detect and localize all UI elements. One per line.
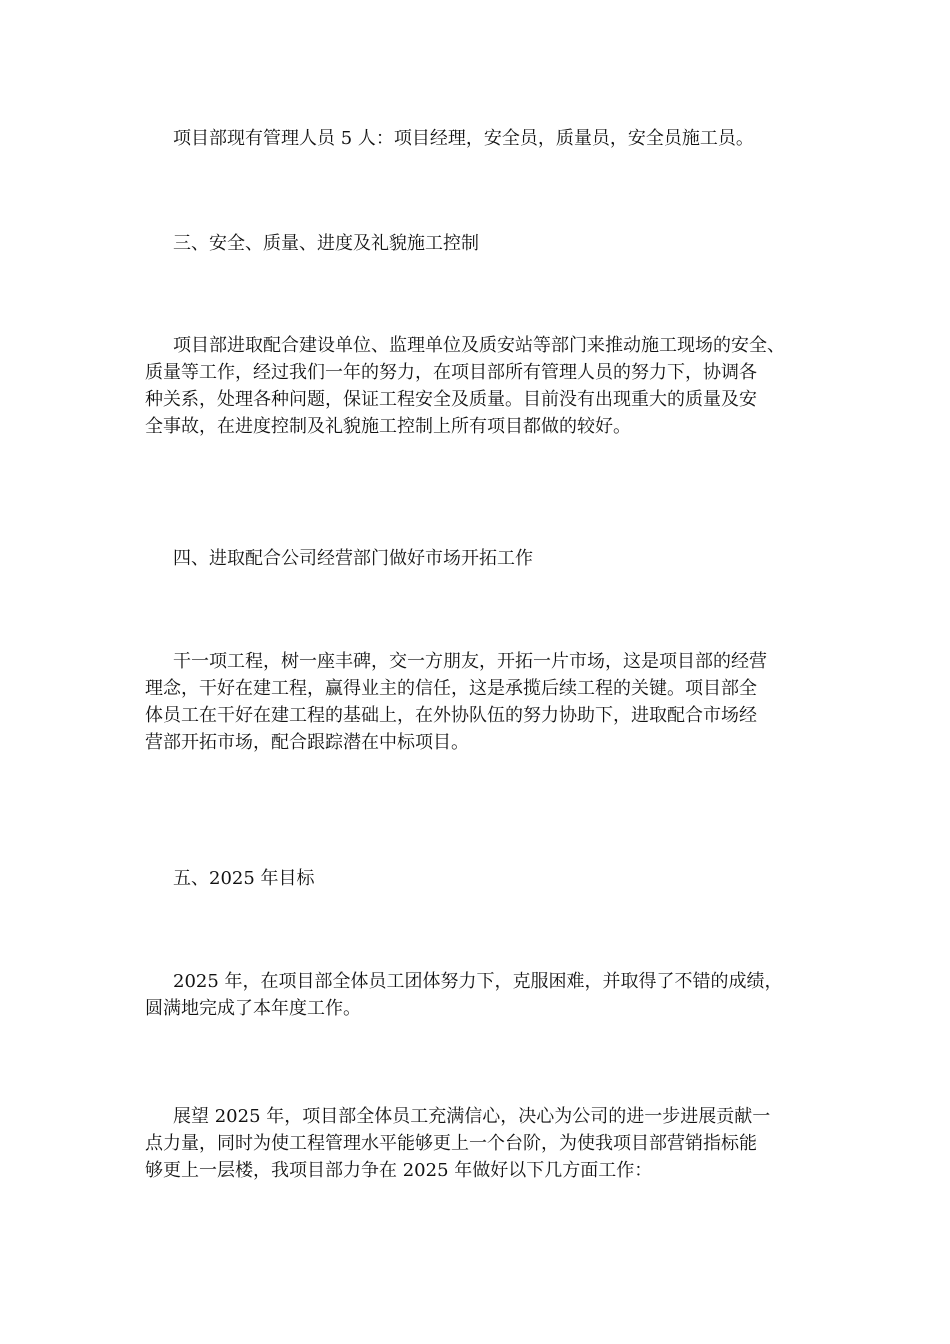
text-line: 圆满地完成了本年度工作。 [145,998,361,1019]
text-line: 项目部进取配合建设单位、监理单位及质安站等部门来推动施工现场的安全、 [173,335,785,356]
heading-section-3 [173,230,813,257]
text-line: 营部开拓市场，配合跟踪潜在中标项目。 [145,732,469,753]
paragraph-staff [173,125,813,152]
text-line: 五、2025 年目标 [173,868,315,889]
text-line: 四、进取配合公司经营部门做好市场开拓工作 [173,548,533,569]
text-line: 体员工在干好在建工程的基础上，在外协队伍的努力协助下，进取配合市场经 [145,705,757,726]
text-line: 展望 2025 年，项目部全体员工充满信心，决心为公司的进一步进展贡献一 [173,1106,771,1127]
text-line: 理念，干好在建工程，赢得业主的信任，这是承揽后续工程的关键。项目部全 [145,678,757,699]
text-line: 种关系，处理各种问题，保证工程安全及质量。目前没有出现重大的质量及安 [145,389,757,410]
text-line: 够更上一层楼，我项目部力争在 2025 年做好以下几方面工作： [145,1160,653,1181]
paragraph-2025-outlook [145,1103,813,1184]
heading-section-4 [173,545,813,572]
text-line: 项目部现有管理人员 5 人：项目经理，安全员，质量员，安全员施工员。 [173,128,754,149]
text-line: 点力量，同时为使工程管理水平能够更上一个台阶，为使我项目部营销指标能 [145,1133,757,1154]
text-line: 全事故，在进度控制及礼貌施工控制上所有项目都做的较好。 [145,416,631,437]
text-line: 三、安全、质量、进度及礼貌施工控制 [173,233,479,254]
paragraph-market [145,648,813,756]
paragraph-safety-quality [145,332,813,440]
paragraph-2025-review [145,968,813,1022]
text-line: 质量等工作，经过我们一年的努力，在项目部所有管理人员的努力下，协调各 [145,362,757,383]
text-line: 2025 年，在项目部全体员工团体努力下，克服困难，并取得了不错的成绩， [173,971,783,992]
text-line: 干一项工程，树一座丰碑，交一方朋友，开拓一片市场，这是项目部的经营 [173,651,767,672]
heading-section-5 [173,865,813,892]
